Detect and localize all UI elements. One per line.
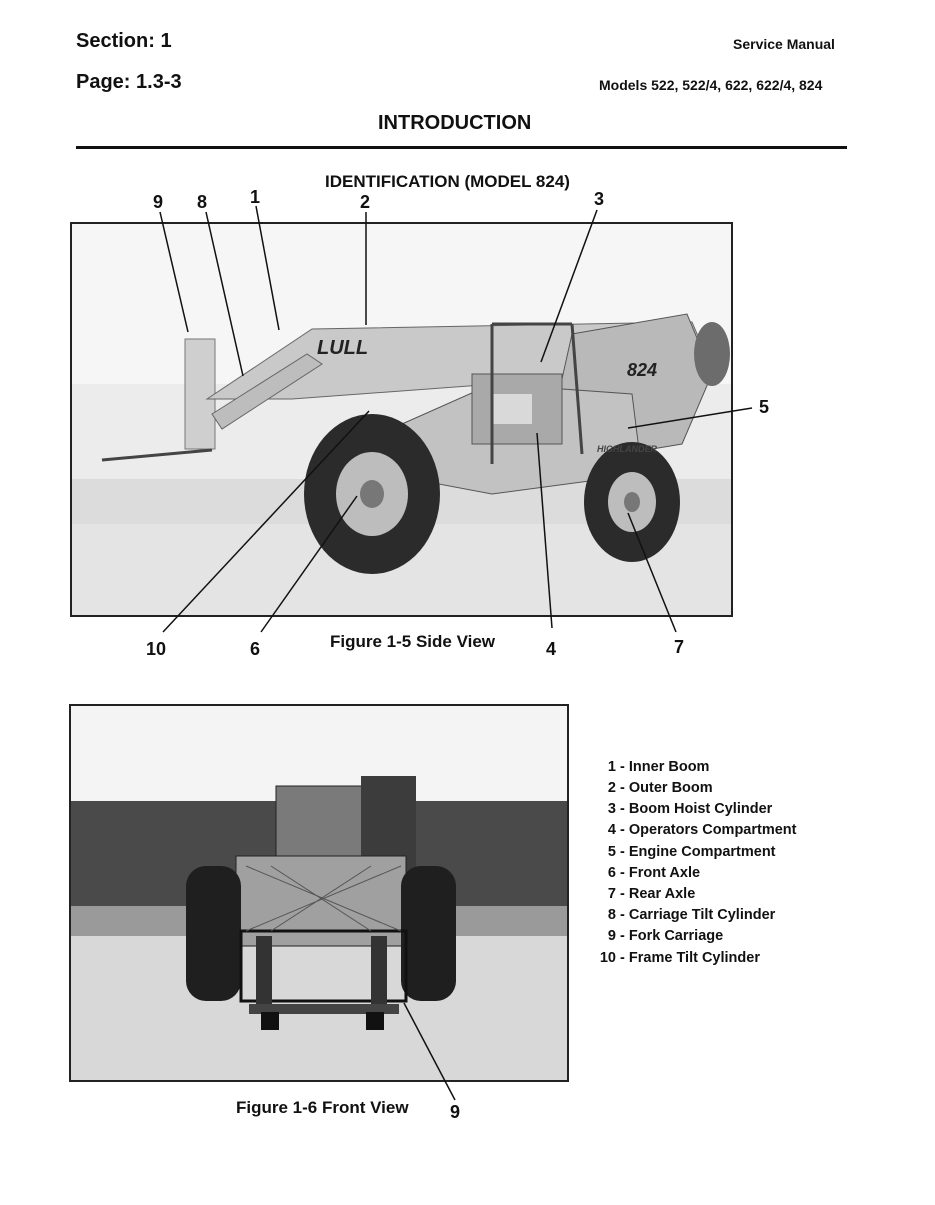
model-badge-text: 824: [627, 360, 658, 380]
callout-10: 10: [146, 639, 167, 659]
legend-item: 4 - Operators Compartment: [607, 822, 797, 838]
legend-item: 1 - Inner Boom: [607, 759, 710, 775]
section-label: Section: 1: [76, 30, 172, 52]
callout-4: 4: [546, 639, 557, 659]
page-title: INTRODUCTION: [378, 112, 532, 134]
figure-1-5-caption: Figure 1-5 Side View: [330, 632, 496, 651]
legend-item: 9 - Fork Carriage: [607, 928, 724, 944]
legend-item: 2 - Outer Boom: [607, 780, 713, 796]
manual-label: Service Manual: [733, 36, 835, 52]
page-label: Page: 1.3-3: [76, 71, 182, 93]
callout-2: 2: [360, 192, 371, 212]
figure-1-6-caption: Figure 1-6 Front View: [236, 1098, 409, 1117]
models-label: Models 522, 522/4, 622, 622/4, 824: [599, 77, 823, 93]
legend-item: 8 - Carriage Tilt Cylinder: [607, 907, 776, 923]
callout-8: 8: [197, 192, 208, 212]
legend-item: 6 - Front Axle: [607, 865, 701, 881]
callout-1: 1: [250, 187, 261, 207]
callout-5: 5: [759, 397, 770, 417]
callout-6: 6: [250, 639, 261, 659]
identification-heading: IDENTIFICATION (MODEL 824): [325, 172, 570, 191]
side-decal-text: HIGHLANDER: [597, 444, 657, 454]
legend-item: 5 - Engine Compartment: [607, 844, 776, 860]
legend-item: 10 - Frame Tilt Cylinder: [599, 950, 760, 966]
callout-9-front: 9: [450, 1102, 461, 1122]
legend-item: 3 - Boom Hoist Cylinder: [607, 801, 773, 817]
legend-item: 7 - Rear Axle: [607, 886, 696, 902]
callout-3: 3: [594, 189, 605, 209]
callout-9: 9: [153, 192, 164, 212]
callout-7: 7: [674, 637, 685, 657]
brand-logo-text: LULL: [317, 337, 369, 359]
